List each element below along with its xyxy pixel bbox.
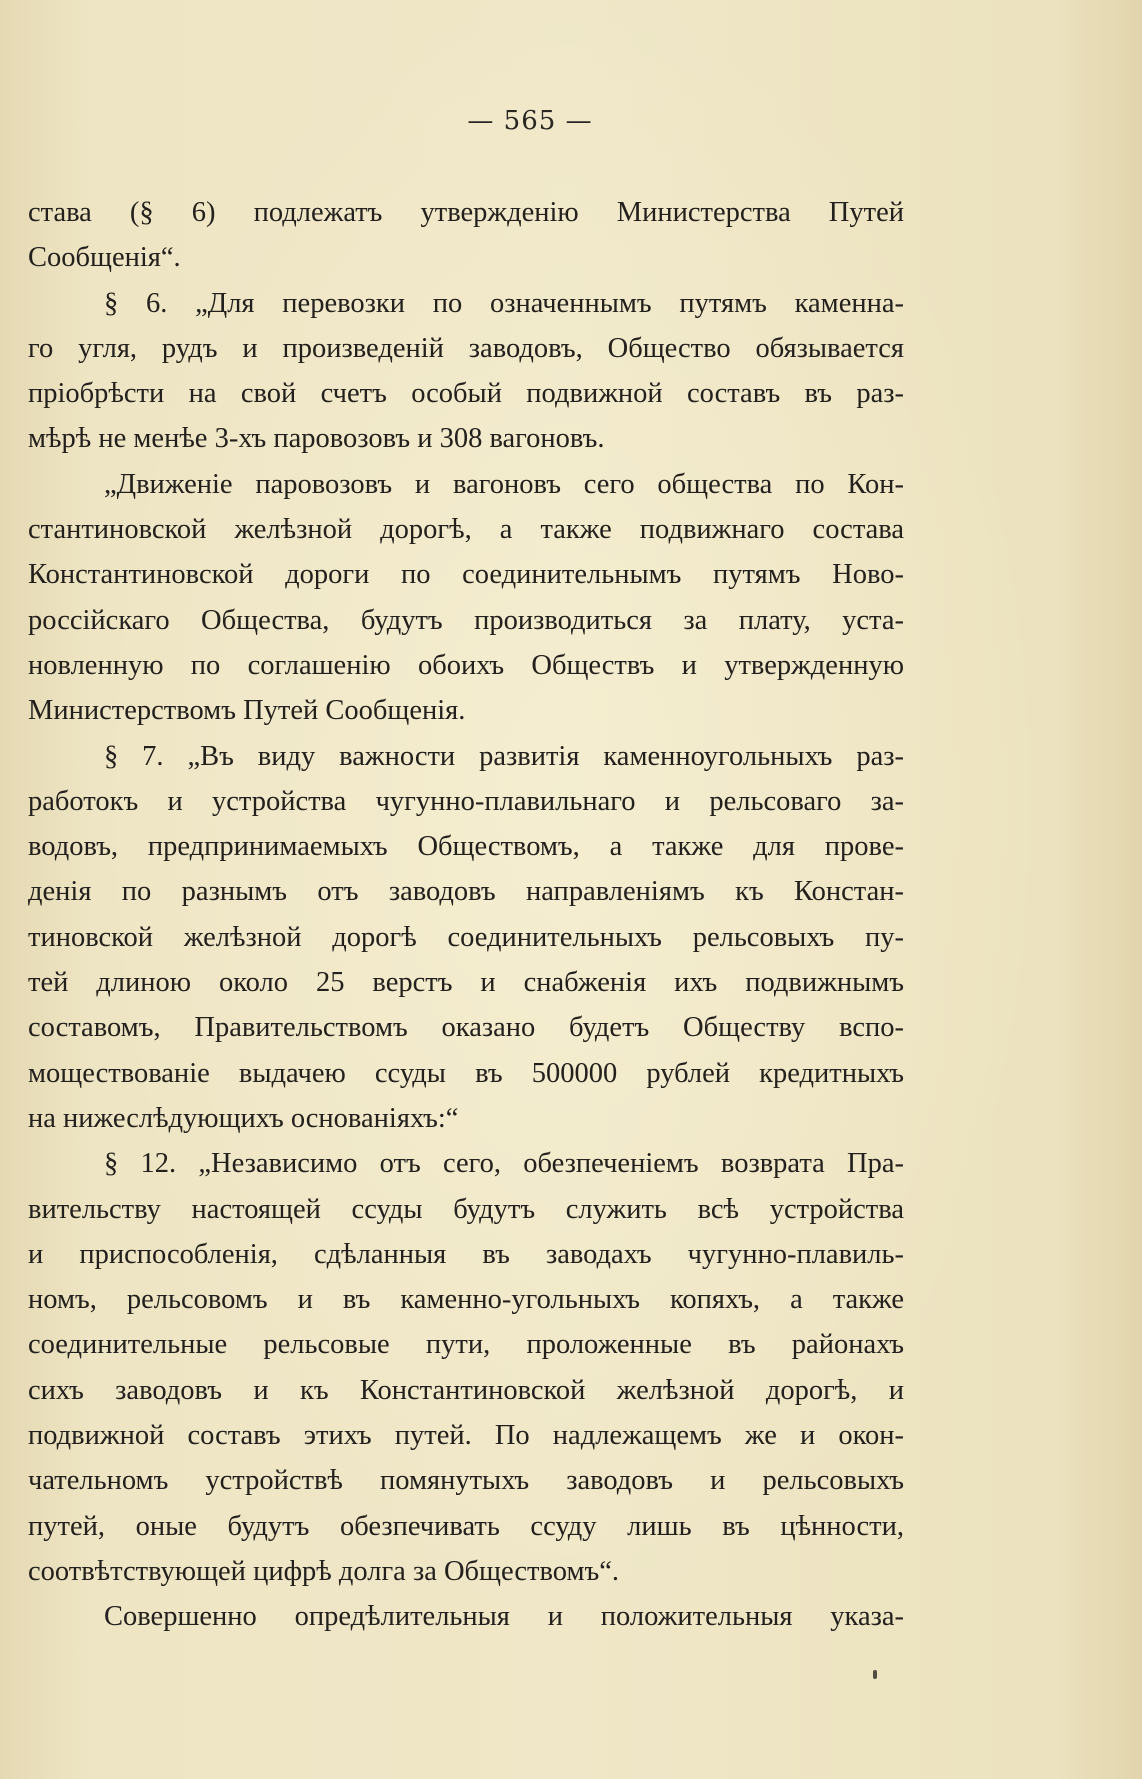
- text-line: россійскаго Общества, будутъ производиться за плату, уста-: [28, 604, 904, 636]
- text-line: новленную по соглашенію обоихъ Обществъ и утвержденную: [28, 649, 904, 681]
- text-line: „Движеніе паровозовъ и вагоновъ сего общества по Кон-: [104, 468, 904, 500]
- text-line: Совершенно опредѣлительныя и положительныя указа-: [104, 1601, 904, 1633]
- text-line: соединительные рельсовые пути, проложенные въ районахъ: [28, 1329, 904, 1361]
- text-line: Министерствомъ Путей Сообщенія.: [28, 695, 466, 727]
- text-line: денія по разнымъ отъ заводовъ направленіямъ къ Констан-: [28, 876, 904, 908]
- body-text: [28, 190, 904, 1640]
- text-line: на нижеслѣдующихъ основаніяхъ:“: [28, 1102, 459, 1134]
- text-line: мѣрѣ не менѣе 3-хъ паровозовъ и 308 вагоновъ.: [28, 423, 605, 455]
- text-line: соотвѣтствующей цифрѣ долга за Обществомъ“.: [28, 1555, 619, 1587]
- text-line: § 7. „Въ виду важности развитія каменноугольныхъ раз-: [104, 740, 904, 772]
- ink-speck: [873, 1670, 877, 1679]
- text-line: номъ, рельсовомъ и въ каменно-угольныхъ копяхъ, а также: [28, 1284, 904, 1316]
- text-line: составомъ, Правительствомъ оказано будетъ Обществу вспо-: [28, 1012, 904, 1044]
- text-line: § 6. „Для перевозки по означеннымъ путямъ каменна-: [104, 287, 904, 319]
- text-line: подвижной составъ этихъ путей. По надлежащемъ же и окон-: [28, 1420, 904, 1452]
- text-line: чательномъ устройствѣ помянутыхъ заводовъ и рельсовыхъ: [28, 1465, 904, 1497]
- text-line: § 12. „Независимо отъ сего, обезпеченіемъ возврата Пра-: [104, 1148, 904, 1180]
- text-line: моществованіе выдачею ссуды въ 500000 рублей кредитныхъ: [28, 1057, 904, 1089]
- text-line: водовъ, предпринимаемыхъ Обществомъ, а также для прове-: [28, 831, 904, 863]
- text-line: тей длиною около 25 верстъ и снабженія ихъ подвижнымъ: [28, 967, 904, 999]
- page-number: — 565 —: [467, 106, 593, 136]
- text-line: пріобрѣсти на свой счетъ особый подвижной составъ въ раз-: [28, 378, 904, 410]
- text-line: го угля, рудъ и произведеній заводовъ, Общество обязывается: [28, 332, 904, 364]
- text-line: стантиновской желѣзной дорогѣ, а также подвижнаго состава: [28, 514, 904, 546]
- text-line: Сообщенія“.: [28, 242, 181, 274]
- text-line: Константиновской дороги по соединительнымъ путямъ Ново-: [28, 559, 904, 591]
- text-line: работокъ и устройства чугунно-плавильнаго и рельсоваго за-: [28, 785, 904, 817]
- text-line: тиновской желѣзной дорогѣ соединительныхъ рельсовыхъ пу-: [28, 921, 904, 953]
- text-line: вительству настоящей ссуды будутъ служить всѣ устройства: [28, 1193, 904, 1225]
- text-line: и приспособленія, сдѣланныя въ заводахъ чугунно-плавиль-: [28, 1238, 904, 1270]
- text-line: сихъ заводовъ и къ Константиновской желѣзной дорогѣ, и: [28, 1374, 904, 1406]
- text-line: путей, оные будутъ обезпечивать ссуду лишь въ цѣнности,: [28, 1510, 904, 1542]
- text-line: става (§ 6) подлежатъ утвержденію Министерства Путей: [28, 197, 904, 228]
